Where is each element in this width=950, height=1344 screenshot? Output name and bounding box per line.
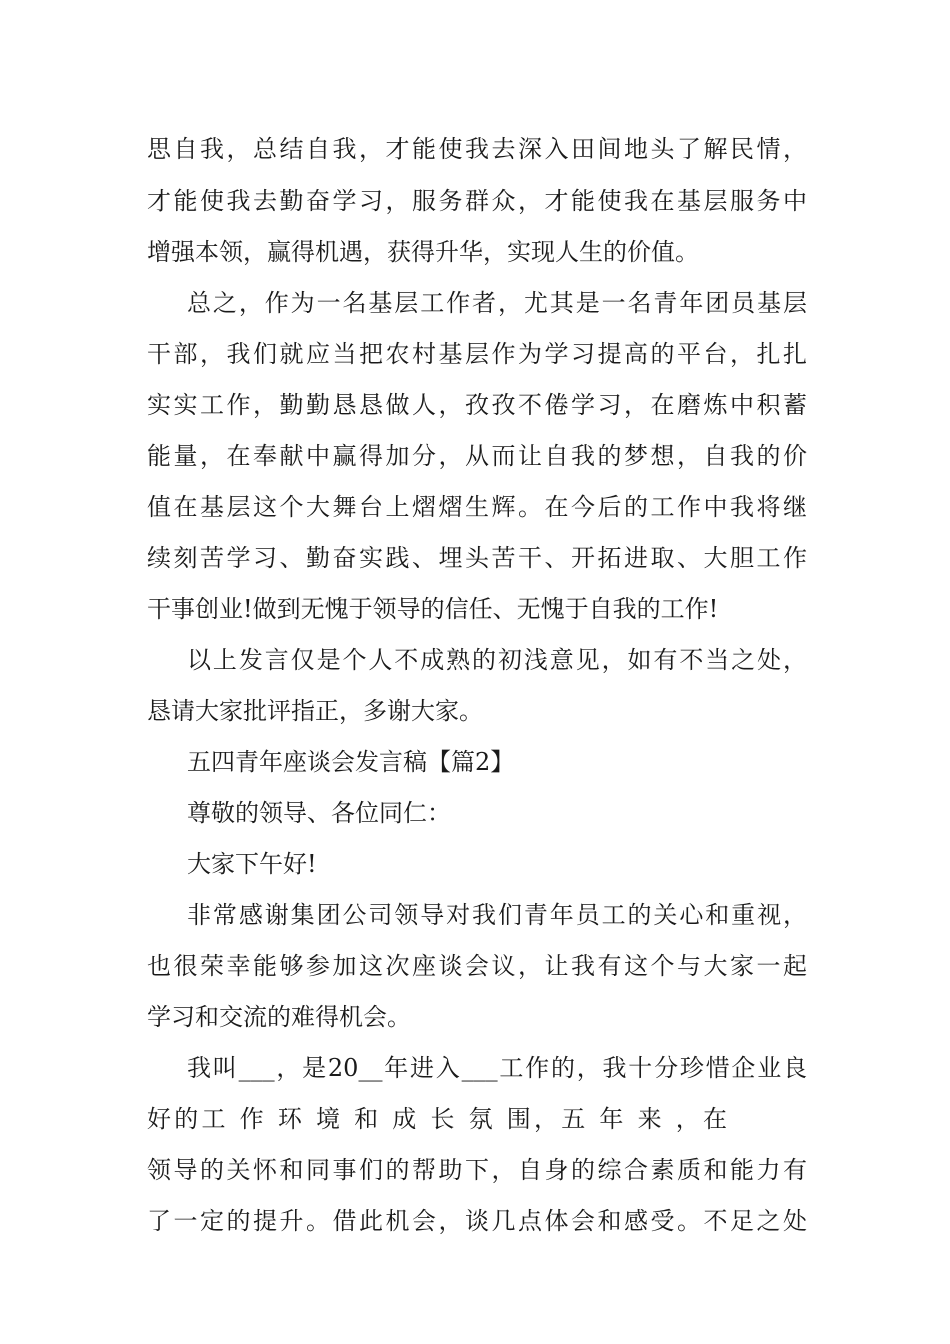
section-heading: 五四青年座谈会发言稿【篇2】: [187, 748, 515, 776]
greeting: 大家下午好!: [187, 850, 317, 878]
text-line: 思自我，总结自我，才能使我去深入田间地头了解民情，: [147, 135, 807, 163]
text-line: 学习和交流的难得机会。: [147, 1003, 411, 1031]
text-line: 增强本领，赢得机遇，获得升华，实现人生的价值。: [147, 238, 699, 266]
text-line: 领导的关怀和同事们的帮助下，自身的综合素质和能力有: [147, 1156, 807, 1184]
text-line: 干部，我们就应当把农村基层作为学习提高的平台，扎扎: [147, 340, 807, 368]
text-line: 能量，在奉献中赢得加分，从而让自我的梦想，自我的价: [147, 442, 807, 470]
text-line: 实实工作，勤勤恳恳做人，孜孜不倦学习，在磨炼中积蓄: [147, 391, 807, 419]
text-line: 总之，作为一名基层工作者，尤其是一名青年团员基层: [187, 289, 807, 317]
text-line: 也很荣幸能够参加这次座谈会议，让我有这个与大家一起: [147, 952, 807, 980]
text-line: 我叫___，是20__年进入___工作的，我十分珍惜企业良: [187, 1054, 807, 1082]
text-line: 好的工 作 环 境 和 成 长 氛 围，五 年 来 ，在: [147, 1105, 727, 1133]
text-line: 才能使我去勤奋学习，服务群众，才能使我在基层服务中: [147, 187, 807, 215]
text-line: 以上发言仅是个人不成熟的初浅意见，如有不当之处，: [187, 646, 807, 674]
text-line: 了一定的提升。借此机会，谈几点体会和感受。不足之处: [147, 1207, 807, 1235]
text-line: 非常感谢集团公司领导对我们青年员工的关心和重视，: [187, 901, 807, 929]
text-line: 值在基层这个大舞台上熠熠生辉。在今后的工作中我将继: [147, 493, 807, 521]
text-line: 恳请大家批评指正，多谢大家。: [147, 697, 483, 725]
text-line: 续刻苦学习、勤奋实践、埋头苦干、开拓进取、大胆工作: [147, 544, 807, 572]
text-line: 干事创业!做到无愧于领导的信任、无愧于自我的工作!: [147, 595, 719, 623]
salutation: 尊敬的领导、各位同仁：: [187, 799, 451, 827]
